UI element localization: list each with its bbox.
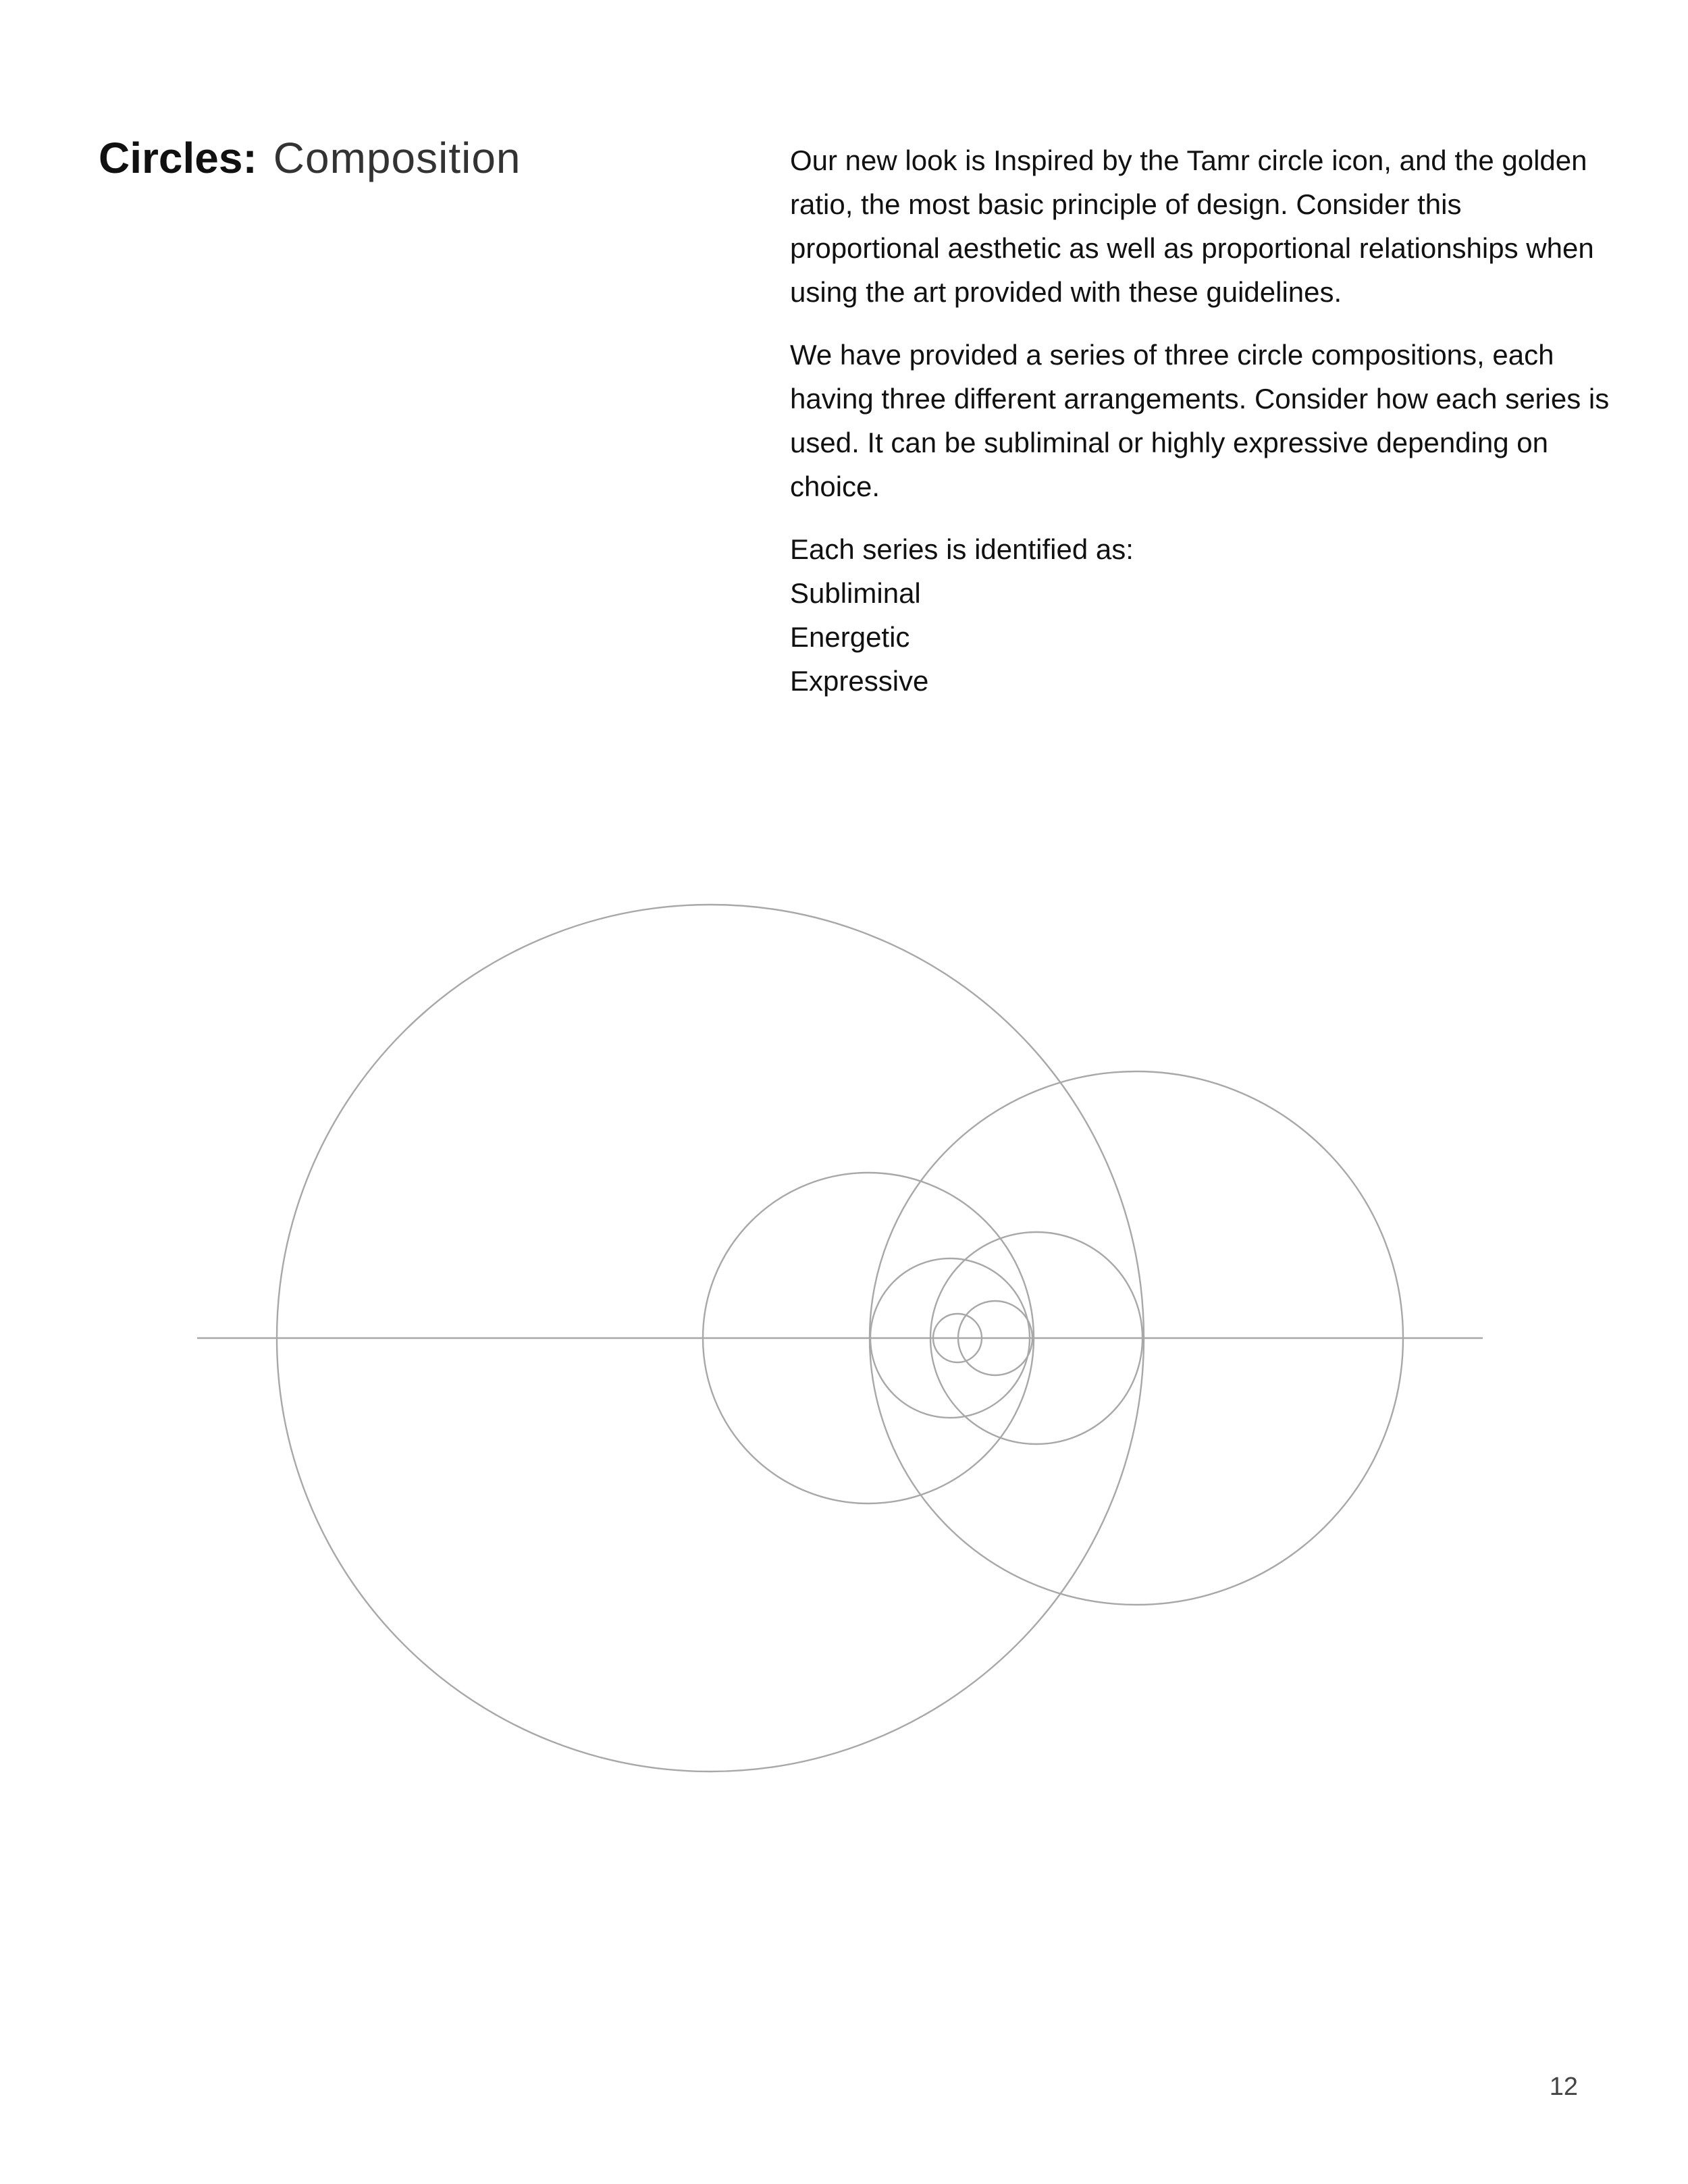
- page-number: 12: [1549, 2073, 1578, 2101]
- series-item-expressive: Expressive: [790, 665, 929, 697]
- series-item-subliminal: Subliminal: [790, 577, 921, 609]
- title-bold: Circles:: [99, 134, 257, 182]
- paragraph-2: We have provided a series of three circle compositions, each having three different arrangements. Consider how each series is used. It can be subliminal or highly expressive depending on choice.: [790, 339, 1610, 502]
- paragraph-1: Our new look is Inspired by the Tamr circle icon, and the golden ratio, the most basic principle of design. Consider this proportional aesthetic as well as proportional relationships when using the art provided with these guidelines.: [790, 144, 1594, 308]
- series-intro: Each series is identified as:: [790, 533, 1134, 565]
- series-item-energetic: Energetic: [790, 621, 910, 653]
- title-light: Composition: [273, 134, 521, 182]
